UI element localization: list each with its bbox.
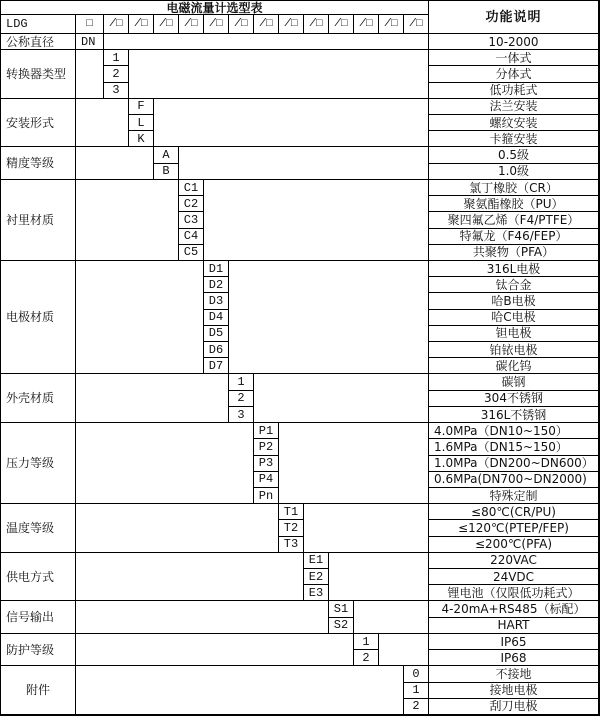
function-cell-accessories-1: 接地电极 bbox=[429, 683, 599, 699]
section-label-nominal-diameter: 公称直径 bbox=[1, 34, 76, 50]
code-cell-electrode-material-D4: D4 bbox=[204, 310, 229, 326]
filler-right-temperature-rating bbox=[304, 504, 429, 553]
code-box-9: /□ bbox=[304, 15, 329, 34]
code-box-1: /□ bbox=[104, 15, 129, 34]
function-cell-electrode-material-D3: 哈B电极 bbox=[429, 293, 599, 309]
code-cell-electrode-material-D2: D2 bbox=[204, 277, 229, 293]
function-cell-lining-material-C3: 聚四氟乙烯（F4/PTFE） bbox=[429, 212, 599, 228]
filler-right-accuracy-class bbox=[179, 147, 429, 179]
code-cell-lining-material-C3: C3 bbox=[179, 212, 204, 228]
function-cell-protection-rating-2: IP68 bbox=[429, 650, 599, 666]
filler-right-housing-material bbox=[254, 374, 429, 423]
code-cell-accuracy-class-A: A bbox=[154, 147, 179, 163]
code-cell-nominal-diameter-DN: DN bbox=[76, 34, 104, 50]
function-cell-electrode-material-D4: 哈C电极 bbox=[429, 310, 599, 326]
function-cell-power-supply-E3: 锂电池（仅限低功耗式） bbox=[429, 585, 599, 601]
code-cell-pressure-rating-P4: P4 bbox=[254, 472, 279, 488]
code-cell-converter-type-2: 2 bbox=[104, 66, 129, 82]
function-cell-accessories-2: 刮刀电极 bbox=[429, 699, 599, 715]
code-cell-converter-type-3: 3 bbox=[104, 83, 129, 99]
code-cell-accessories-0: 0 bbox=[404, 666, 429, 682]
function-cell-temperature-rating-T2: ≤120℃(PTEP/FEP) bbox=[429, 520, 599, 536]
function-cell-pressure-rating-P2: 1.6MPa（DN15~150） bbox=[429, 439, 599, 455]
filler-left-housing-material bbox=[76, 374, 229, 423]
filler-left-lining-material bbox=[76, 180, 179, 261]
function-cell-accuracy-class-A: 0.5级 bbox=[429, 147, 599, 163]
table-title: 电磁流量计选型表 bbox=[1, 1, 429, 15]
filler-right-converter-type bbox=[129, 50, 429, 99]
function-cell-installation-type-L: 螺纹安装 bbox=[429, 115, 599, 131]
section-label-lining-material: 衬里材质 bbox=[1, 180, 76, 261]
code-cell-pressure-rating-Pn: Pn bbox=[254, 488, 279, 504]
code-box-2: /□ bbox=[129, 15, 154, 34]
function-cell-protection-rating-1: IP65 bbox=[429, 634, 599, 650]
function-cell-electrode-material-D2: 钛合金 bbox=[429, 277, 599, 293]
code-cell-accessories-2: 2 bbox=[404, 699, 429, 715]
filler-right-signal-output bbox=[354, 601, 429, 633]
code-box-4: /□ bbox=[179, 15, 204, 34]
function-cell-lining-material-C5: 共聚物（PFA） bbox=[429, 245, 599, 261]
function-cell-housing-material-3: 316L不锈钢 bbox=[429, 407, 599, 423]
function-cell-power-supply-E1: 220VAC bbox=[429, 553, 599, 569]
code-cell-electrode-material-D1: D1 bbox=[204, 261, 229, 277]
section-label-power-supply: 供电方式 bbox=[1, 553, 76, 602]
code-cell-accuracy-class-B: B bbox=[154, 164, 179, 180]
filler-left-temperature-rating bbox=[76, 504, 279, 553]
code-cell-signal-output-S1: S1 bbox=[329, 601, 354, 617]
code-cell-temperature-rating-T2: T2 bbox=[279, 520, 304, 536]
filler-right-protection-rating bbox=[379, 634, 429, 666]
filler-left-electrode-material bbox=[76, 261, 204, 375]
model-prefix: LDG bbox=[1, 15, 76, 34]
filler-right-installation-type bbox=[154, 99, 429, 148]
code-cell-lining-material-C1: C1 bbox=[179, 180, 204, 196]
filler-left-signal-output bbox=[76, 601, 329, 633]
code-cell-pressure-rating-P1: P1 bbox=[254, 423, 279, 439]
code-cell-accessories-1: 1 bbox=[404, 683, 429, 699]
code-cell-pressure-rating-P2: P2 bbox=[254, 439, 279, 455]
function-cell-housing-material-2: 304不锈钢 bbox=[429, 391, 599, 407]
function-cell-pressure-rating-P3: 1.0MPa（DN200~DN600） bbox=[429, 456, 599, 472]
code-cell-protection-rating-2: 2 bbox=[354, 650, 379, 666]
section-label-accuracy-class: 精度等级 bbox=[1, 147, 76, 179]
code-cell-installation-type-L: L bbox=[129, 115, 154, 131]
code-cell-temperature-rating-T3: T3 bbox=[279, 537, 304, 553]
code-cell-electrode-material-D6: D6 bbox=[204, 342, 229, 358]
section-label-accessories: 附件 bbox=[1, 666, 76, 715]
code-cell-lining-material-C4: C4 bbox=[179, 229, 204, 245]
function-column-header: 功能说明 bbox=[429, 1, 599, 34]
function-cell-accessories-0: 不接地 bbox=[429, 666, 599, 682]
code-box-13: /□ bbox=[404, 15, 429, 34]
code-cell-protection-rating-1: 1 bbox=[354, 634, 379, 650]
function-cell-electrode-material-D7: 碳化钨 bbox=[429, 358, 599, 374]
function-cell-accuracy-class-B: 1.0级 bbox=[429, 164, 599, 180]
section-label-electrode-material: 电极材质 bbox=[1, 261, 76, 375]
code-cell-installation-type-K: K bbox=[129, 131, 154, 147]
function-cell-signal-output-S1: 4-20mA+RS485（标配） bbox=[429, 601, 599, 617]
function-cell-lining-material-C1: 氯丁橡胶（CR） bbox=[429, 180, 599, 196]
function-cell-pressure-rating-P1: 4.0MPa（DN10~150） bbox=[429, 423, 599, 439]
function-cell-electrode-material-D6: 铂铱电极 bbox=[429, 342, 599, 358]
code-cell-electrode-material-D7: D7 bbox=[204, 358, 229, 374]
section-label-converter-type: 转换器类型 bbox=[1, 50, 76, 99]
function-cell-converter-type-1: 一体式 bbox=[429, 50, 599, 66]
code-cell-lining-material-C5: C5 bbox=[179, 245, 204, 261]
function-cell-converter-type-3: 低功耗式 bbox=[429, 83, 599, 99]
function-cell-pressure-rating-Pn: 特殊定制 bbox=[429, 488, 599, 504]
function-cell-temperature-rating-T1: ≤80℃(CR/PU) bbox=[429, 504, 599, 520]
function-cell-housing-material-1: 碳钢 bbox=[429, 374, 599, 390]
filler-right-pressure-rating bbox=[279, 423, 429, 504]
code-cell-lining-material-C2: C2 bbox=[179, 196, 204, 212]
filler-right-lining-material bbox=[204, 180, 429, 261]
code-box-12: /□ bbox=[379, 15, 404, 34]
code-cell-housing-material-3: 3 bbox=[229, 407, 254, 423]
function-cell-installation-type-F: 法兰安装 bbox=[429, 99, 599, 115]
section-label-pressure-rating: 压力等级 bbox=[1, 423, 76, 504]
function-cell-nominal-diameter-DN: 10-2000 bbox=[429, 34, 599, 50]
filler-right-electrode-material bbox=[229, 261, 429, 375]
function-cell-power-supply-E2: 24VDC bbox=[429, 569, 599, 585]
code-box-3: /□ bbox=[154, 15, 179, 34]
code-cell-converter-type-1: 1 bbox=[104, 50, 129, 66]
code-cell-electrode-material-D5: D5 bbox=[204, 326, 229, 342]
code-box-6: /□ bbox=[229, 15, 254, 34]
filler-right-nominal-diameter bbox=[104, 34, 429, 50]
function-cell-temperature-rating-T3: ≤200℃(PFA) bbox=[429, 537, 599, 553]
filler-left-protection-rating bbox=[76, 634, 354, 666]
code-box-5: /□ bbox=[204, 15, 229, 34]
section-label-protection-rating: 防护等级 bbox=[1, 634, 76, 666]
function-cell-pressure-rating-P4: 0.6MPa(DN700~DN2000) bbox=[429, 472, 599, 488]
filler-left-pressure-rating bbox=[76, 423, 254, 504]
function-cell-electrode-material-D1: 316L电极 bbox=[429, 261, 599, 277]
code-cell-power-supply-E2: E2 bbox=[304, 569, 329, 585]
code-box-8: /□ bbox=[279, 15, 304, 34]
base-code-box: □ bbox=[76, 15, 104, 34]
filler-left-accuracy-class bbox=[76, 147, 154, 179]
code-box-11: /□ bbox=[354, 15, 379, 34]
code-cell-housing-material-2: 2 bbox=[229, 391, 254, 407]
code-cell-pressure-rating-P3: P3 bbox=[254, 456, 279, 472]
code-cell-temperature-rating-T1: T1 bbox=[279, 504, 304, 520]
code-cell-power-supply-E3: E3 bbox=[304, 585, 329, 601]
code-cell-installation-type-F: F bbox=[129, 99, 154, 115]
code-cell-power-supply-E1: E1 bbox=[304, 553, 329, 569]
function-cell-installation-type-K: 卡箍安装 bbox=[429, 131, 599, 147]
filler-right-power-supply bbox=[329, 553, 429, 602]
function-cell-lining-material-C4: 特氟龙（F46/FEP） bbox=[429, 229, 599, 245]
section-label-signal-output: 信号输出 bbox=[1, 601, 76, 633]
section-label-housing-material: 外壳材质 bbox=[1, 374, 76, 423]
section-label-installation-type: 安装形式 bbox=[1, 99, 76, 148]
section-label-temperature-rating: 温度等级 bbox=[1, 504, 76, 553]
filler-left-accessories bbox=[76, 666, 404, 715]
code-cell-housing-material-1: 1 bbox=[229, 374, 254, 390]
code-box-10: /□ bbox=[329, 15, 354, 34]
filler-left-power-supply bbox=[76, 553, 304, 602]
function-cell-electrode-material-D5: 钽电极 bbox=[429, 326, 599, 342]
function-cell-signal-output-S2: HART bbox=[429, 618, 599, 634]
filler-left-converter-type bbox=[76, 50, 104, 99]
function-cell-lining-material-C2: 聚氨酯橡胶（PU） bbox=[429, 196, 599, 212]
function-cell-converter-type-2: 分体式 bbox=[429, 66, 599, 82]
code-cell-signal-output-S2: S2 bbox=[329, 618, 354, 634]
code-box-7: /□ bbox=[254, 15, 279, 34]
filler-left-installation-type bbox=[76, 99, 129, 148]
code-cell-electrode-material-D3: D3 bbox=[204, 293, 229, 309]
